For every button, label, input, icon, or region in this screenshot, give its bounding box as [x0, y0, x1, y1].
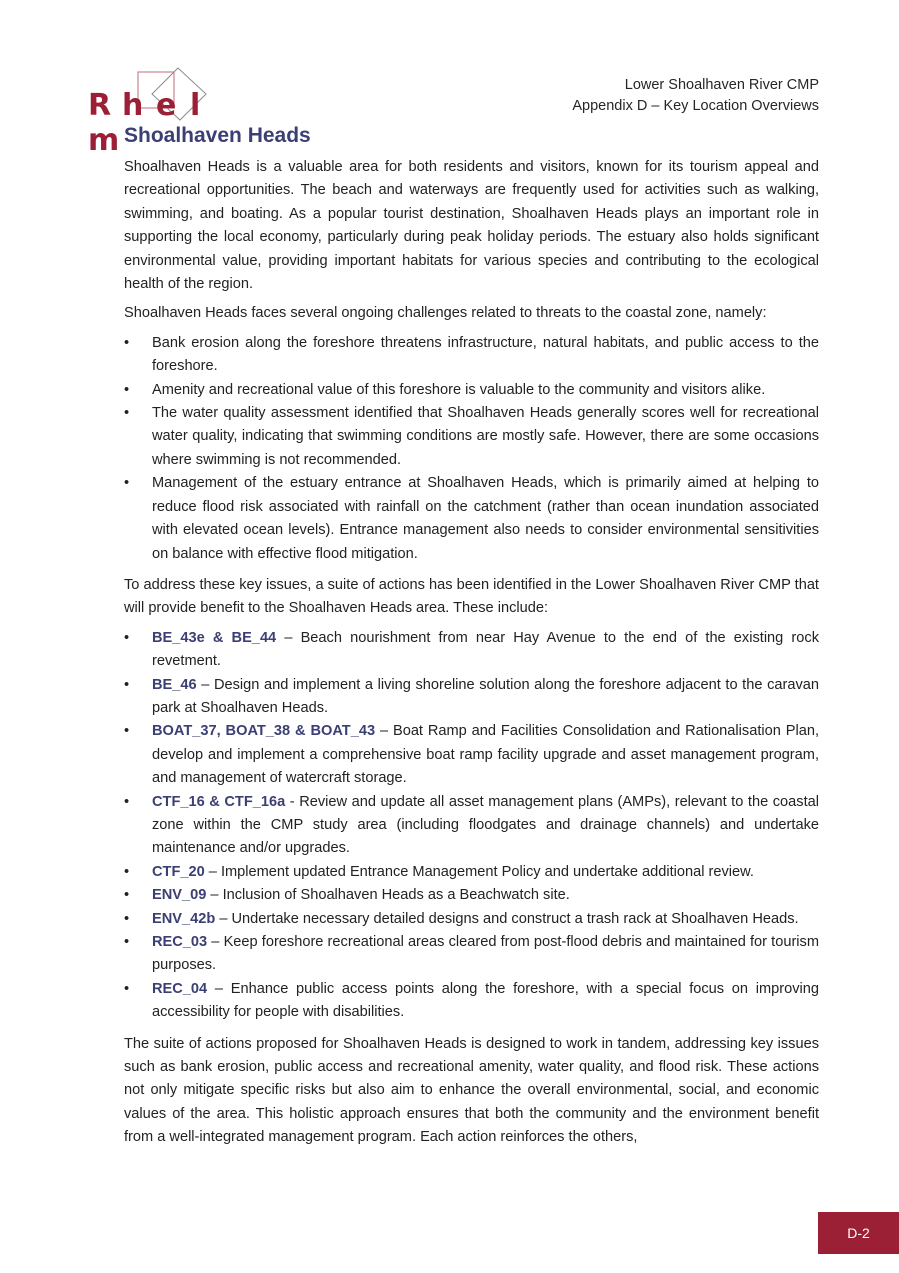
action-code: CTF_20 [152, 863, 205, 880]
separator: – [207, 980, 231, 997]
bullet-icon: • [124, 934, 130, 950]
list-item [124, 379, 819, 402]
list-item-text: Amenity and recreational value of this foreshore is valuable to the community and visitors alike. [152, 381, 766, 398]
bullet-icon: • [124, 334, 130, 351]
logo-letter: R [88, 88, 112, 123]
closing-paragraph: The suite of actions proposed for Shoalhaven Heads is designed to work in tandem, addressing key issues such as bank erosion, public access and recreational amenity, water quality, and flood risk. These actions not only mitigate specific risks but also aim to enhance the overall environmental, social, and economic values of the area. This holistic approach ensures that both the community and the environment benefit from a well-integrated management program. Each action reinforces the others, [124, 1035, 819, 1146]
logo-letter: m [88, 123, 120, 158]
action-item [124, 884, 819, 907]
section-title: Shoalhaven Heads [124, 124, 311, 147]
document-header [572, 75, 819, 117]
action-code: REC_03 [152, 934, 208, 950]
action-item [124, 720, 819, 790]
logo-letter: h [122, 88, 144, 123]
action-item [124, 674, 819, 721]
bullet-icon: • [124, 863, 130, 880]
bullet-icon: • [124, 475, 130, 492]
action-item [124, 861, 819, 884]
action-text: Inclusion of Shoalhaven Heads as a Beachwatch site. [222, 887, 570, 904]
bullet-icon: • [124, 910, 130, 927]
bullet-icon: • [124, 980, 130, 997]
actions-lead: To address these key issues, a suite of actions has been identified in the Lower Shoalhaven River CMP that will provide benefit to the Shoalhaven Heads area. These include: [124, 576, 819, 617]
bullet-icon: • [124, 676, 130, 693]
separator: – [375, 723, 393, 740]
bullet-icon: • [124, 793, 130, 810]
list-item [124, 402, 819, 472]
separator: – [215, 910, 232, 927]
action-text: Implement updated Entrance Management Policy and undertake additional review. [220, 863, 754, 880]
page-number-badge: D-2 [818, 1212, 899, 1254]
action-text: Review and update all asset management plans (AMPs), relevant to the coastal zone within the CMP study area (including floodgates and drainage channels) and undertake maintenance and/or upgrades. [152, 793, 819, 857]
bullet-icon: • [124, 887, 130, 904]
action-text: Design and implement a living shoreline solution along the foreshore adjacent to the caravan park at Shoalhaven Heads. [152, 676, 819, 716]
list-item [124, 332, 819, 379]
section-body [124, 156, 819, 1156]
list-item-text: Management of the estuary entrance at Shoalhaven Heads, which is primarily aimed at helping to reduce flood risk associated with rainfall on the catchment (rather than ocean inundation associated with elevated ocean levels). Entrance management also needs to consider environmental sensitivities on balance with effective flood mitigation. [152, 475, 819, 562]
action-code: CTF_16 & CTF_16a [152, 793, 286, 810]
doc-subtitle: Appendix D – Key Location Overviews [572, 98, 819, 114]
logo-letter: e [156, 88, 177, 123]
action-item [124, 791, 819, 861]
action-text: Beach nourishment from near Hay Avenue to the end of the existing rock revetment. [152, 629, 819, 670]
separator: – [206, 887, 223, 904]
action-code: BE_46 [152, 676, 197, 693]
logo-letter: l [190, 88, 201, 123]
challenges-list [124, 332, 819, 566]
action-text: Boat Ramp and Facilities Consolidation and Rationalisation Plan, develop and implement a comprehensive boat ramp facility upgrade and asset management program, and management of watercraft storage. [152, 723, 819, 787]
action-item [124, 978, 819, 1025]
doc-title: Lower Shoalhaven River CMP [624, 77, 819, 93]
action-code: BE_43e & BE_44 [152, 629, 277, 646]
action-text: Undertake necessary detailed designs and construct a trash rack at Shoalhaven Heads. [231, 910, 799, 927]
bullet-icon: • [124, 405, 130, 422]
separator: – [276, 629, 301, 646]
bullet-icon: • [124, 381, 130, 398]
action-text: Keep foreshore recreational areas cleared from post-flood debris and maintained for tourism purposes. [152, 934, 819, 974]
action-text: Enhance public access points along the foreshore, with a special focus on improving accessibility for people with disabilities. [152, 980, 819, 1021]
list-item-text: The water quality assessment identified that Shoalhaven Heads generally scores well for recreational water quality, indicating that swimming conditions are mostly safe. However, there are some occasions where swimming is not recommended. [152, 405, 819, 468]
list-item-text: Bank erosion along the foreshore threatens infrastructure, natural habitats, and public access to the foreshore. [152, 334, 819, 375]
action-code: REC_04 [152, 980, 208, 997]
separator: – [207, 934, 224, 950]
separator: – [196, 676, 214, 693]
action-item [124, 931, 819, 978]
action-code: BOAT_37, BOAT_38 & BOAT_43 [152, 723, 376, 740]
actions-list [124, 627, 819, 1025]
bullet-icon: • [124, 629, 130, 646]
separator: – [204, 863, 221, 880]
challenges-lead: Shoalhaven Heads faces several ongoing challenges related to threats to the coastal zone, namely: [124, 305, 767, 322]
action-code: ENV_42b [152, 910, 216, 927]
action-item [124, 627, 819, 674]
intro-paragraph: Shoalhaven Heads is a valuable area for both residents and visitors, known for its tourism appeal and recreational opportunities. The beach and waterways are frequently used for activities such as walking, swimming, and boating. As a popular tourist destination, Shoalhaven Heads plays an important role in supporting the local economy, particularly during peak holiday periods. The estuary also holds significant environmental value, providing important habitats for various species and contributing to the ecological health of the region. [124, 159, 819, 293]
separator: - [285, 793, 300, 810]
list-item [124, 472, 819, 566]
action-code: ENV_09 [152, 887, 207, 904]
action-item [124, 908, 819, 931]
bullet-icon: • [124, 723, 130, 740]
